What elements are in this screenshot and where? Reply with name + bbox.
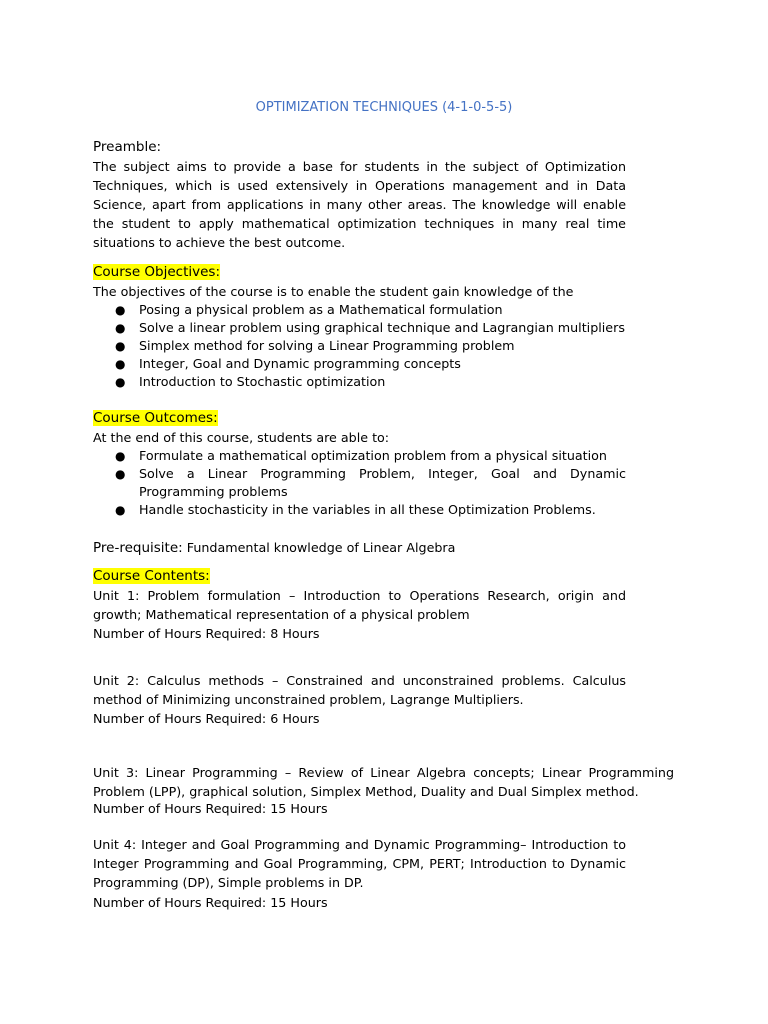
- bullet-icon: ●: [115, 467, 126, 481]
- outcome-text: Solve a Linear Programming Problem, Integer, Goal and Dynamic Programming problems: [139, 466, 626, 499]
- outcomes-heading: [93, 409, 218, 428]
- objective-text: Introduction to Stochastic optimization: [139, 374, 386, 389]
- list-item: [93, 373, 626, 391]
- list-item: [93, 355, 626, 373]
- prerequisite-label: Pre-requisite:: [93, 540, 183, 556]
- objectives-list: [93, 301, 626, 391]
- unit-4-text: Unit 4: Integer and Goal Programming and Dynamic Programming– Introduction to Integer Programming and Goal Programming, CPM, PERT; Introduction to Dynamic Programming (DP), Simple problems in DP.: [93, 837, 626, 890]
- contents-heading: [93, 567, 210, 586]
- outcome-text: Formulate a mathematical optimization problem from a physical situation: [139, 448, 607, 463]
- list-item: [93, 301, 626, 319]
- objectives-heading-highlight: Course Objectives:: [93, 264, 221, 280]
- unit-2-hours: Number of Hours Required: 6 Hours: [93, 711, 320, 726]
- unit-3-text: Unit 3: Linear Programming – Review of Linear Algebra concepts; Linear Programming Problem (LPP), graphical solution, Simplex Method, Duality and Dual Simplex method.: [93, 765, 674, 799]
- objective-text: Integer, Goal and Dynamic programming concepts: [139, 356, 461, 371]
- objective-text: Simplex method for solving a Linear Programming problem: [139, 338, 515, 353]
- list-item: [93, 319, 626, 337]
- objectives-intro: The objectives of the course is to enable the student gain knowledge of the: [93, 284, 574, 299]
- list-item: [93, 501, 626, 519]
- preamble-text: The subject aims to provide a base for students in the subject of Optimization Techniques, which is used extensively in Operations management and in Data Science, apart from applications in many other areas. The knowledge will enable the student to apply mathematical optimization techniques in many real time situations to achieve the best outcome.: [93, 159, 626, 250]
- outcome-text: Handle stochasticity in the variables in all these Optimization Problems.: [139, 502, 596, 517]
- prerequisite-text: Fundamental knowledge of Linear Algebra: [186, 540, 456, 555]
- list-item: [93, 447, 626, 465]
- list-item: [93, 465, 626, 501]
- bullet-icon: ●: [115, 375, 126, 389]
- bullet-icon: ●: [115, 503, 126, 517]
- bullet-icon: ●: [115, 321, 126, 335]
- outcomes-heading-highlight: Course Outcomes:: [93, 410, 218, 426]
- bullet-icon: ●: [115, 449, 126, 463]
- unit-3-hours: Number of Hours Required: 15 Hours: [93, 801, 328, 816]
- unit-1-hours: Number of Hours Required: 8 Hours: [93, 626, 320, 641]
- objective-text: Posing a physical problem as a Mathematical formulation: [139, 302, 503, 317]
- preamble-heading: Preamble:: [93, 139, 162, 155]
- unit-1-text: Unit 1: Problem formulation – Introduction to Operations Research, origin and growth; Mathematical representation of a physical problem: [93, 588, 626, 622]
- contents-heading-highlight: Course Contents:: [93, 568, 210, 584]
- bullet-icon: ●: [115, 357, 126, 371]
- bullet-icon: ●: [115, 303, 126, 317]
- list-item: [93, 337, 626, 355]
- unit-4-hours: Number of Hours Required: 15 Hours: [93, 895, 328, 910]
- outcomes-list: [93, 447, 626, 519]
- outcomes-intro: At the end of this course, students are able to:: [93, 430, 390, 445]
- bullet-icon: ●: [115, 339, 126, 353]
- prerequisite: [93, 538, 455, 558]
- objective-text: Solve a linear problem using graphical technique and Lagrangian multipliers: [139, 320, 625, 335]
- document-title: OPTIMIZATION TECHNIQUES (4-1-0-5-5): [255, 100, 513, 115]
- objectives-heading: [93, 263, 220, 282]
- unit-2-text: Unit 2: Calculus methods – Constrained and unconstrained problems. Calculus method of Minimizing unconstrained problem, Lagrange Multipliers.: [93, 673, 626, 707]
